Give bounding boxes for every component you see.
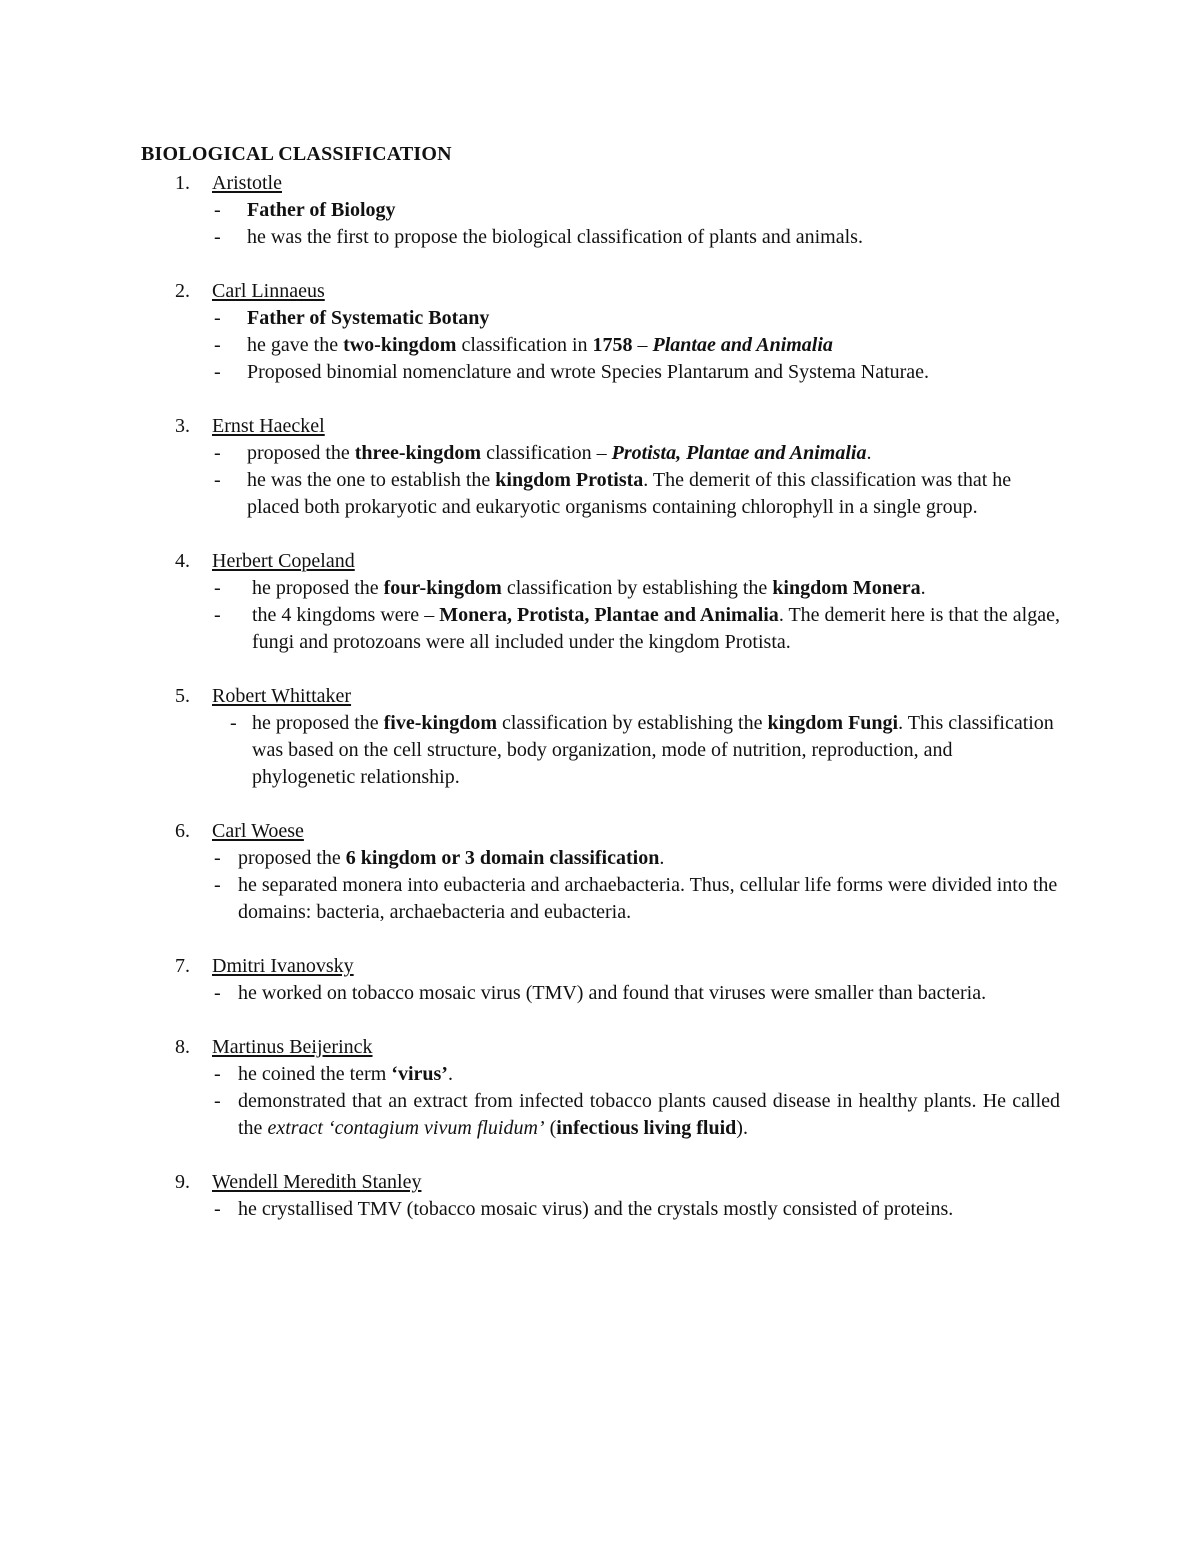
bold-text: two-kingdom [343, 334, 457, 356]
item-number: 7. [175, 955, 190, 977]
bullet-text: he worked on tobacco mosaic virus (TMV) and found that viruses were smaller than bacteria. [238, 982, 987, 1004]
dash-marker: - [214, 442, 221, 464]
bullet-point [0, 710, 1200, 791]
scientist-name: Martinus Beijerinck [212, 1036, 373, 1058]
bullet-text: proposed the [247, 442, 355, 464]
bullet-point [0, 197, 1200, 224]
bold-text: 6 kingdom or 3 domain classification [345, 847, 660, 869]
bullet-point [0, 1061, 1200, 1088]
item-number: 6. [175, 820, 190, 842]
bullet-text: he gave the [247, 334, 344, 356]
scientist-name: Dmitri Ivanovsky [212, 955, 354, 977]
item-number: 5. [175, 685, 190, 707]
bullet-point [0, 305, 1200, 332]
bullet-text: . [920, 577, 926, 599]
list-item-whittaker [0, 683, 1200, 791]
bullet-point [0, 1088, 1200, 1142]
dash-marker: - [214, 1090, 221, 1112]
list-item-aristotle [0, 170, 1200, 251]
bullet-text: the 4 kingdoms were – [252, 604, 440, 626]
item-number: 9. [175, 1171, 190, 1193]
bullet-text: he separated monera into eubacteria and archaebacteria. Thus, cellular life forms were divided into the domains: bacteria, archaebacteria and eubacteria. [238, 874, 1058, 923]
item-number: 8. [175, 1036, 190, 1058]
dash-marker: - [214, 307, 221, 329]
bullet-point [0, 575, 1200, 602]
bold-text: Father of Systematic Botany [247, 307, 490, 329]
dash-marker: - [214, 847, 221, 869]
dash-marker: - [214, 982, 221, 1004]
scientist-name: Robert Whittaker [212, 685, 352, 707]
dash-marker: - [214, 1198, 221, 1220]
dash-marker: - [214, 226, 221, 248]
item-number: 4. [175, 550, 190, 572]
bullet-text: he proposed the [252, 577, 384, 599]
italic-text: extract ‘contagium vivum fluidum’ [267, 1117, 545, 1139]
bullet-point [0, 332, 1200, 359]
dash-marker: - [214, 361, 221, 383]
bullet-point [0, 872, 1200, 926]
bold-text: ‘virus’ [391, 1063, 448, 1085]
bullet-text: proposed the [238, 847, 346, 869]
list-item-copeland [0, 548, 1200, 656]
classification-list [0, 170, 1200, 1250]
bullet-text: Proposed binomial nomenclature and wrote Species Plantarum and Systema Naturae. [247, 361, 930, 383]
list-item-haeckel [0, 413, 1200, 521]
bullet-point [0, 980, 1200, 1007]
list-item-linnaeus [0, 278, 1200, 386]
bullet-point [0, 1196, 1200, 1223]
bold-text: five-kingdom [383, 712, 497, 734]
bullet-text: he was the one to establish the [247, 469, 496, 491]
bullet-text: . [447, 1063, 453, 1085]
bullet-text: demonstrated that an extract from infected tobacco plants caused disease in healthy plants. He called the [238, 1090, 1060, 1139]
bullet-text: he was the first to propose the biological classification of plants and animals. [247, 226, 863, 248]
bullet-text: ). [736, 1117, 748, 1139]
dash-marker: - [214, 874, 221, 896]
bullet-point [0, 440, 1200, 467]
bullet-point [0, 359, 1200, 386]
bullet-text: classification in [456, 334, 593, 356]
list-item-stanley [0, 1169, 1200, 1223]
dash-marker: - [214, 199, 221, 221]
dash-marker: - [214, 577, 221, 599]
list-item-beijerinck [0, 1034, 1200, 1142]
bold-text: kingdom Monera [772, 577, 921, 599]
bullet-text: classification – [481, 442, 612, 464]
bold-text: Monera, Protista, Plantae and Animalia [439, 604, 779, 626]
scientist-name: Aristotle [212, 172, 282, 194]
scientist-name: Ernst Haeckel [212, 415, 325, 437]
dash-marker: - [214, 334, 221, 356]
bullet-text: he crystallised TMV (tobacco mosaic virus) and the crystals mostly consisted of proteins. [238, 1198, 954, 1220]
item-number: 2. [175, 280, 190, 302]
bold-text: infectious living fluid [556, 1117, 737, 1139]
scientist-name: Herbert Copeland [212, 550, 355, 572]
bullet-text: – [632, 334, 653, 356]
bullet-text: classification by establishing the [496, 712, 768, 734]
page-title: BIOLOGICAL CLASSIFICATION [141, 143, 452, 165]
bold-text: four-kingdom [383, 577, 502, 599]
bullet-point [0, 467, 1200, 521]
dash-marker: - [214, 1063, 221, 1085]
list-item-woese [0, 818, 1200, 926]
bullet-point [0, 845, 1200, 872]
bold-italic-text: Protista, Plantae and Animalia [611, 442, 867, 464]
item-number: 1. [175, 172, 190, 194]
scientist-name: Carl Woese [212, 820, 304, 842]
dash-marker: - [230, 712, 237, 734]
bold-text: Father of Biology [247, 199, 396, 221]
bold-text: kingdom Protista [495, 469, 644, 491]
bold-text: three-kingdom [354, 442, 482, 464]
item-number: 3. [175, 415, 190, 437]
dash-marker: - [214, 604, 221, 626]
bullet-text: he coined the term [238, 1063, 392, 1085]
scientist-name: Carl Linnaeus [212, 280, 325, 302]
scientist-name: Wendell Meredith Stanley [212, 1171, 422, 1193]
dash-marker: - [214, 469, 221, 491]
bullet-text: . The demerit of this classification was that he placed both prokaryotic and eukaryotic organisms containing chlorophyll in a single group. [247, 469, 1012, 518]
bullet-text: classification by establishing the [501, 577, 773, 599]
bullet-text: . [659, 847, 665, 869]
list-item-ivanovsky [0, 953, 1200, 1007]
bullet-text: . [866, 442, 872, 464]
bold-italic-text: Plantae and Animalia [652, 334, 833, 356]
bold-text: kingdom Fungi [767, 712, 899, 734]
bullet-text: ( [544, 1117, 557, 1139]
bold-text: 1758 [592, 334, 633, 356]
bullet-text: he proposed the [252, 712, 384, 734]
bullet-text: . The demerit here is that the algae, fungi and protozoans were all included under the kingdom Protista. [252, 604, 1060, 653]
bullet-point [0, 602, 1200, 656]
bullet-point [0, 224, 1200, 251]
bullet-text: . This classification was based on the cell structure, body organization, mode of nutrition, reproduction, and phylogenetic relationship. [252, 712, 1054, 788]
